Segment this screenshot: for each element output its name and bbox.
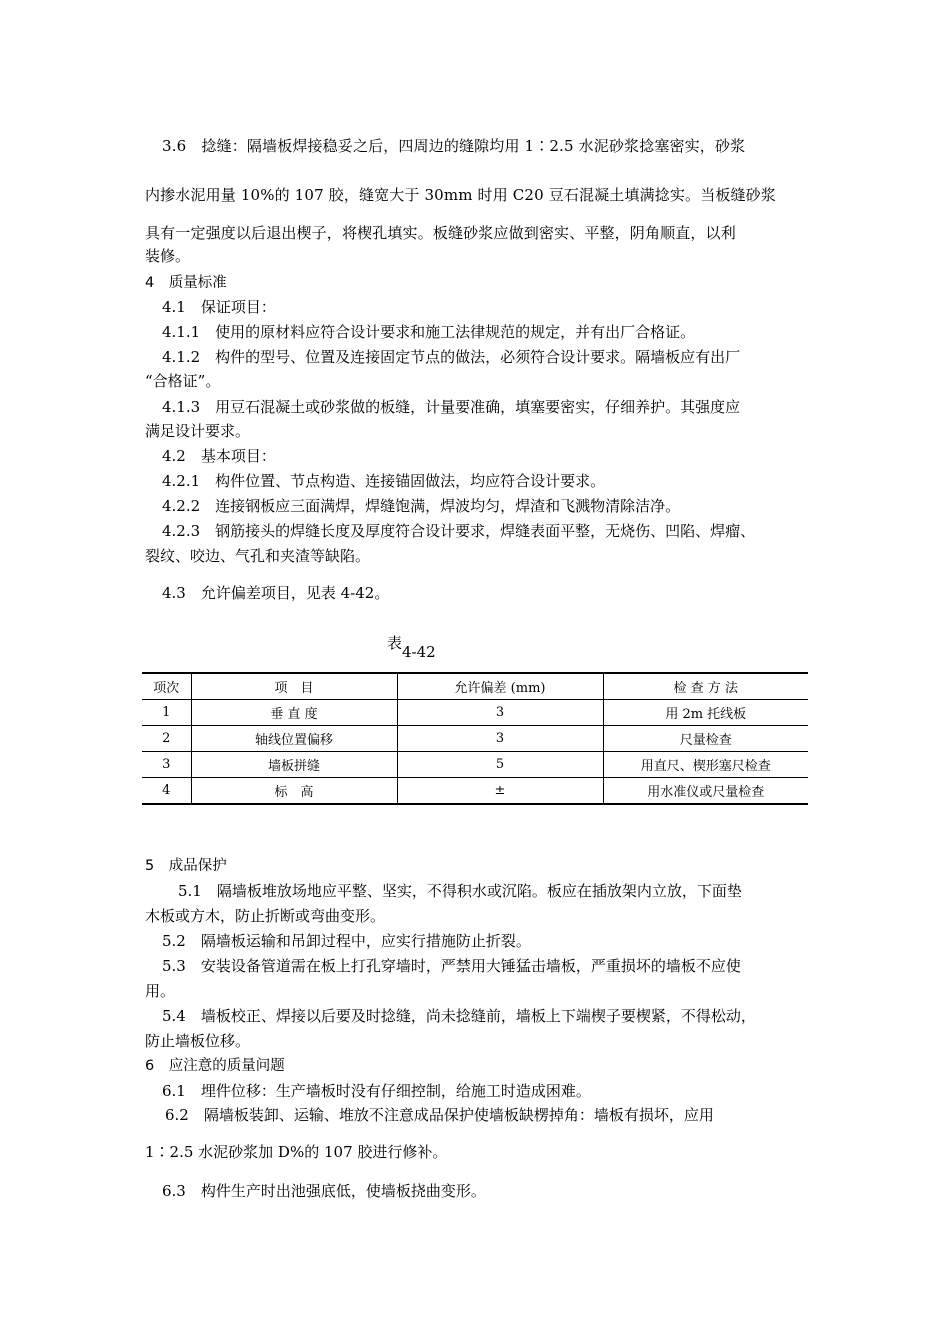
heading-section-6: 6 应注意的质量问题 <box>145 1058 285 1074</box>
table-cell: 4 <box>142 778 191 805</box>
table-cell: 尺量检查 <box>603 726 808 752</box>
para-4-2-3-line1: 4.2.3 钢筋接头的焊缝长度及厚度符合设计要求，焊缝表面平整，无烧伤、凹陷、焊瘤、 <box>162 522 756 540</box>
heading-section-4: 4 质量标准 <box>145 275 227 291</box>
table-header-cell: 项次 <box>142 673 191 700</box>
para-4-1-2-line1: 4.1.2 构件的型号、位置及连接固定节点的做法，必须符合设计要求。隔墙板应有出厂 <box>162 348 741 366</box>
para-6-3: 6.3 构件生产时出池强底低，使墙板挠曲变形。 <box>162 1182 486 1200</box>
table-row <box>142 778 808 805</box>
table-cell: 用水准仪或尺量检查 <box>603 778 808 805</box>
table-cell: 3 <box>142 752 191 778</box>
heading-section-5: 5 成品保护 <box>145 858 227 874</box>
para-4-2: 4.2 基本项目： <box>162 447 276 465</box>
table-cell: 用直尺、楔形塞尺检查 <box>603 752 808 778</box>
para-5-1-line2: 木板或方木，防止折断或弯曲变形。 <box>145 907 386 925</box>
table-cell: 轴线位置偏移 <box>191 726 397 752</box>
table-header-cell: 检 查 方 法 <box>603 673 808 700</box>
para-5-3-line1: 5.3 安装设备管道需在板上打孔穿墙时，严禁用大锤猛击墙板，严重损坏的墙板不应使 <box>162 957 741 975</box>
table-cell: 5 <box>397 752 603 778</box>
para-3-6-line4: 装修。 <box>145 247 191 265</box>
table-cell: 墙板拼缝 <box>191 752 397 778</box>
table-row <box>142 726 808 752</box>
para-4-2-1: 4.2.1 构件位置、节点构造、连接锚固做法，均应符合设计要求。 <box>162 472 606 490</box>
table-caption <box>387 632 436 661</box>
para-5-4-line1: 5.4 墙板校正、焊接以后要及时捻缝，尚未捻缝前，墙板上下端楔子要楔紧，不得松动， <box>162 1007 756 1025</box>
para-4-2-3-line2: 裂纹、咬边、气孔和夹渣等缺陷。 <box>145 547 371 565</box>
para-6-1: 6.1 埋件位移：生产墙板时没有仔细控制，给施工时造成困难。 <box>162 1082 591 1100</box>
table-header-cell: 允许偏差 (mm) <box>397 673 603 700</box>
table-header-row <box>142 673 808 700</box>
table-header-cell: 项 目 <box>191 673 397 700</box>
table-cell: 3 <box>397 700 603 726</box>
table-row <box>142 700 808 726</box>
table-row <box>142 752 808 778</box>
para-4-2-2: 4.2.2 连接钢板应三面满焊，焊缝饱满，焊波均匀，焊渣和飞溅物清除洁净。 <box>162 497 681 515</box>
para-5-3-line2: 用。 <box>145 982 176 1000</box>
para-5-2: 5.2 隔墙板运输和吊卸过程中，应实行措施防止折裂。 <box>162 932 531 950</box>
para-3-6-line1: 3.6 捻缝：隔墙板焊接稳妥之后，四周边的缝隙均用 1∶2.5 水泥砂浆捻塞密实，砂浆 <box>162 137 746 155</box>
para-4-1-3-line1: 4.1.3 用豆石混凝土或砂浆做的板缝，计量要准确，填塞要密实，仔细养护。其强度应 <box>162 398 741 416</box>
para-3-6-line2: 内掺水泥用量 10%的 107 胶，缝宽大于 30mm 时用 C20 豆石混凝土填满捻实。当板缝砂浆 <box>145 186 776 204</box>
para-4-1-1: 4.1.1 使用的原材料应符合设计要求和施工法律规范的规定，并有出厂合格证。 <box>162 323 696 341</box>
tolerance-table <box>142 672 808 805</box>
para-4-1-3-line2: 满足设计要求。 <box>145 422 251 440</box>
table-cell: 垂 直 度 <box>191 700 397 726</box>
table-cell: 标 高 <box>191 778 397 805</box>
table-cell: 用 2m 托线板 <box>603 700 808 726</box>
table-cell: 1 <box>142 700 191 726</box>
table-caption-number: 4-42 <box>402 643 436 661</box>
para-6-2-line2: 1∶2.5 水泥砂浆加 D%的 107 胶进行修补。 <box>145 1143 448 1161</box>
para-5-1-line1: 5.1 隔墙板堆放场地应平整、坚实，不得积水或沉陷。板应在插放架内立放，下面垫 <box>178 882 742 900</box>
table-caption-prefix: 表 <box>387 634 403 652</box>
table-cell: 3 <box>397 726 603 752</box>
para-5-4-line2: 防止墙板位移。 <box>145 1032 251 1050</box>
table-cell: 2 <box>142 726 191 752</box>
para-4-1: 4.1 保证项目： <box>162 298 276 316</box>
table-cell: ± <box>397 778 603 805</box>
para-4-1-2-line2: “合格证”。 <box>145 372 221 390</box>
para-6-2-line1: 6.2 隔墙板装卸、运输、堆放不注意成品保护使墙板缺楞掉角：墙板有损坏，应用 <box>165 1106 714 1124</box>
para-4-3: 4.3 允许偏差项目，见表 4-42。 <box>162 584 390 602</box>
para-3-6-line3: 具有一定强度以后退出楔子，将楔孔填实。板缝砂浆应做到密实、平整，阴角顺直，以利 <box>145 224 736 242</box>
